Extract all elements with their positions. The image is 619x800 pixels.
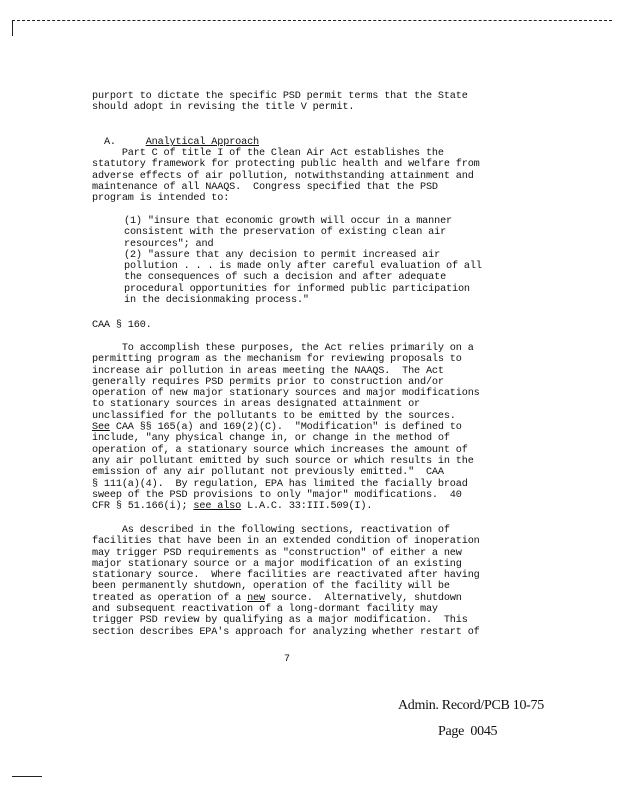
citation: CAA § 160. [92,320,152,331]
new-emphasis: new [247,592,265,604]
see-also-signal: see also [193,501,242,513]
page-number: 7 [284,654,291,665]
scan-border-left [12,20,13,36]
page-stamp [438,724,497,740]
accomplish-text-2: CAA §§ 165(a) and 169(2)(C). "Modification" is defined to include, "any physical change in, or change in the method of operation of, a stationary source which increases the amount of any air pollutant emitted by such source or which results in the emission of any air pollutant not previously emitted." CAA § 111(a)(4). By regulation, EPA has limited the facially broad sweep of the PSD provisions to only "major" modifications. 40 CFR § 51.166(i); [92,422,474,513]
accomplish-text-3: L.A.C. 33:III.509(I). [241,501,373,513]
part-c-paragraph: Part C of title I of the Clean Air Act establishes the statutory framework for protecting public health and welfare from adverse effects of air pollution, notwithstanding attainment and maintenance of all NAAQS. Congress specified that the PSD program is intended to: [92,148,480,205]
admin-record-stamp: Admin. Record/PCB 10-75 [398,698,544,713]
accomplish-paragraph [92,343,532,512]
scan-border-bottom [12,776,42,777]
page-stamp-number: 0045 [470,724,498,739]
described-text-1: As described in the following sections, reactivation of facilities that have been in an extended condition of inoperation may trigger PSD requirements as "construction" of either a new major stationary source or a major modification of an existing stationary source. Where facilities are reactivated after having been permanently shutdown, operation of the facility will be treated as operation of a [92,525,480,604]
section-title: Analytical Approach [145,137,260,149]
section-heading [92,126,532,149]
described-paragraph [92,525,532,638]
intro-paragraph: purport to dictate the specific PSD permit terms that the State should adopt in revising the title V permit. [92,91,468,114]
accomplish-text-1: To accomplish these purposes, the Act relies primarily on a permitting program as the mechanism for reviewing proposals to increase air pollution in areas meeting the NAAQS. The Act generally requires PSD permits prior to construction and/or operation of new major stationary sources and major modifications to stationary sources in areas designated attainment or unclassified for the pollutants to be emitted by the sources. [92,343,480,422]
scan-border-top [12,20,612,21]
page-stamp-label: Page [438,724,465,739]
described-text-2: source. Alternatively, shutdown and subsequent reactivation of a long-dormant facility may trigger PSD review by qualifying as a major modification. This section describes EPA's approach for analyzing whether restart of [92,592,480,638]
block-quote: (1) "insure that economic growth will occur in a manner consistent with the preservation of existing clean air resources"; and (2) "assure that any decision to permit increased air pollution . . . is made only after careful evaluation of all the consequences of such a decision and after adequate procedural opportunities for informed public participation in the decisionmaking process." [124,216,482,307]
see-signal: See [92,422,110,434]
section-label: A. [103,137,116,149]
